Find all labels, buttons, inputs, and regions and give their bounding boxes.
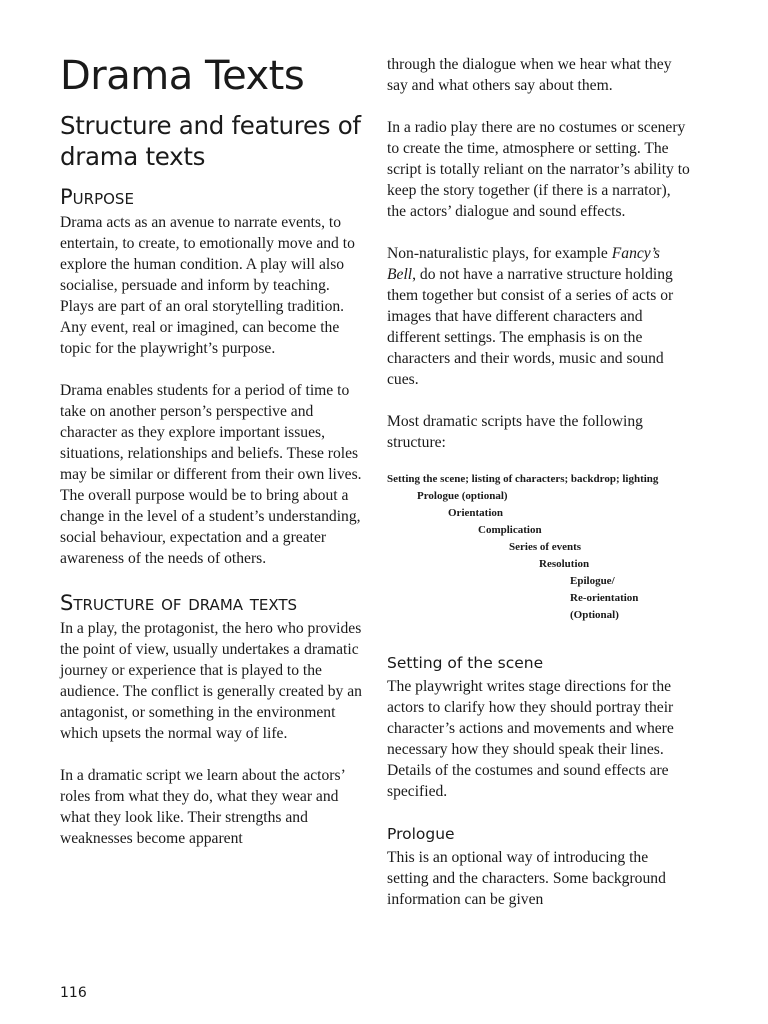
structure-heading: Structure of drama texts bbox=[60, 591, 298, 615]
structure-item-reorientation: Re-orientation bbox=[570, 592, 639, 604]
radio-play-paragraph: In a radio play there are no costumes or scenery to create the time, atmosphere or setting. The script is totally reliant on the narrator’s ability to keep the story together (if there is a narrator), the actors’ dialogue and sound effects. bbox=[387, 119, 690, 220]
structure-item-resolution: Resolution bbox=[539, 558, 590, 570]
setting-scene-paragraph: The playwright writes stage directions for the actors to clarify how they should portray their character’s actions and movements and where necessary how they should speak their lines. Details of the costumes and sound effects are specified. bbox=[387, 678, 674, 800]
dialogue-paragraph: through the dialogue when we hear what they say and what others say about them. bbox=[387, 56, 672, 94]
setting-scene-heading: Setting of the scene bbox=[387, 654, 544, 672]
non-naturalistic-paragraph bbox=[387, 243, 692, 390]
purpose-paragraph-1: Drama acts as an avenue to narrate events, to entertain, to create, to emotionally move and to explore the human condition. A play will also socialise, persuade and inform by teaching. Plays are part of an oral storytelling tradition. Any event, real or imagined, can become the topic for the playwright’s purpose. bbox=[60, 214, 355, 357]
prologue-paragraph: This is an optional way of introducing the setting and the characters. Some background information can be given bbox=[387, 849, 666, 908]
structure-item-epilogue: Epilogue/ bbox=[570, 575, 615, 587]
right-column bbox=[387, 54, 692, 910]
prologue-heading: Prologue bbox=[387, 825, 455, 843]
non-naturalistic-text-end: , do not have a narrative structure holding them together but consist of a series of acts or images that have different characters and different settings. The emphasis is on the characters and their words, music and sound cues. bbox=[387, 266, 674, 388]
purpose-paragraph-2: Drama enables students for a period of time to take on another person’s perspective and character as they explore important issues, situations, relationships and beliefs. These roles may be similar or different from their own lives. The overall purpose would be to bring about a change in the level of a student’s understanding, social behaviour, expectation and a greater awareness of the needs of others. bbox=[60, 382, 362, 567]
structure-item-complication: Complication bbox=[478, 524, 542, 536]
non-naturalistic-text-start: Non-naturalistic plays, for example bbox=[387, 245, 612, 262]
left-column bbox=[60, 50, 365, 849]
page-subtitle: Structure and features of drama texts bbox=[60, 111, 361, 171]
purpose-heading: Purpose bbox=[60, 185, 134, 209]
structure-item-optional: (Optional) bbox=[570, 609, 619, 621]
page-title: Drama Texts bbox=[60, 53, 305, 99]
structure-paragraph-2: In a dramatic script we learn about the actors’ roles from what they do, what they wear and what they look like. Their strengths and weaknesses become apparent bbox=[60, 767, 345, 847]
structure-paragraph-1: In a play, the protagonist, the hero who provides the point of view, usually undertakes a dramatic journey or experience that is played to the audience. The conflict is generally created by an antagonist, or something in the environment which upsets the normal way of life. bbox=[60, 620, 362, 742]
structure-item-prologue: Prologue (optional) bbox=[417, 490, 508, 502]
structure-intro-paragraph: Most dramatic scripts have the following structure: bbox=[387, 413, 643, 451]
structure-item-setting: Setting the scene; listing of characters; backdrop; lighting bbox=[387, 473, 659, 485]
play-title-fancys-bell: Fancy’s Bell bbox=[387, 245, 660, 283]
page-number: 116 bbox=[60, 985, 87, 1001]
structure-item-series-of-events: Series of events bbox=[509, 541, 582, 553]
structure-list bbox=[387, 471, 692, 624]
structure-item-orientation: Orientation bbox=[448, 507, 503, 519]
